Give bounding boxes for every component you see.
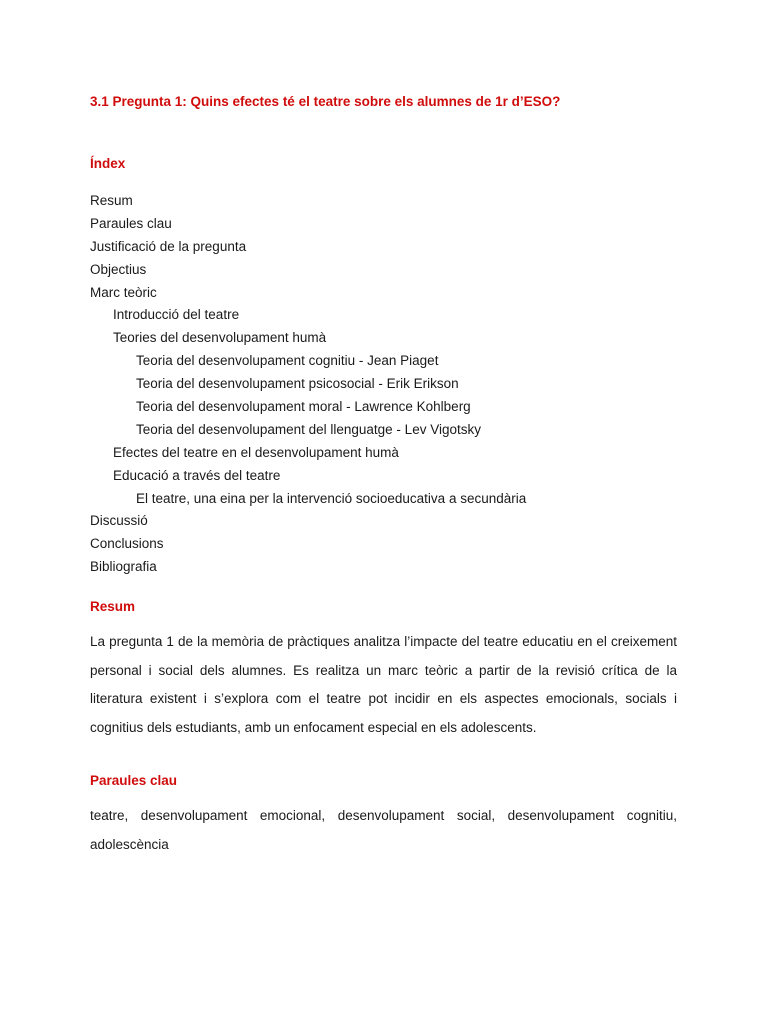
index-heading: Índex <box>90 156 126 171</box>
toc-item-justificacio[interactable]: Justificació de la pregunta <box>90 238 247 254</box>
table-of-contents <box>90 190 526 579</box>
toc-item-discussio[interactable]: Discussió <box>90 513 148 529</box>
toc-item-educacio-teatre[interactable]: Educació a través del teatre <box>113 467 281 483</box>
toc-item-marc-teoric[interactable]: Marc teòric <box>90 284 157 300</box>
toc-item-bibliografia[interactable]: Bibliografia <box>90 559 157 575</box>
toc-item-teoria-piaget[interactable]: Teoria del desenvolupament cognitiu - Jean Piaget <box>136 353 439 369</box>
toc-item-teoria-erikson[interactable]: Teoria del desenvolupament psicosocial - Erik Erikson <box>136 376 459 392</box>
toc-item-conclusions[interactable]: Conclusions <box>90 536 164 552</box>
toc-item-paraules-clau[interactable]: Paraules clau <box>90 215 172 231</box>
resum-heading: Resum <box>90 599 136 614</box>
keywords-heading: Paraules clau <box>90 773 178 788</box>
toc-item-teoria-vigotsky[interactable]: Teoria del desenvolupament del llenguatge - Lev Vigotsky <box>136 421 481 437</box>
toc-item-teoria-kohlberg[interactable]: Teoria del desenvolupament moral - Lawrence Kohlberg <box>136 399 471 415</box>
toc-item-eina-intervencio[interactable]: El teatre, una eina per la intervenció socioeducativa a secundària <box>136 490 527 506</box>
toc-item-objectius[interactable]: Objectius <box>90 261 147 277</box>
section-title: 3.1 Pregunta 1: Quins efectes té el teatre sobre els alumnes de 1r d’ESO? <box>90 94 561 109</box>
toc-item-introduccio-teatre[interactable]: Introducció del teatre <box>113 307 240 323</box>
toc-item-efectes-teatre[interactable]: Efectes del teatre en el desenvolupament humà <box>113 444 399 460</box>
toc-item-resum[interactable]: Resum <box>90 193 133 208</box>
toc-item-teories-desenvolupament[interactable]: Teories del desenvolupament humà <box>113 330 327 346</box>
keywords-paragraph: teatre, desenvolupament emocional, desenvolupament social, desenvolupament cognitiu, adolescència <box>90 808 677 852</box>
resum-paragraph: La pregunta 1 de la memòria de pràctiques analitza l’impacte del teatre educatiu en el creixement personal i social dels alumnes. Es realitza un marc teòric a partir de la revisió crítica de la literatura existent i s’explora com el teatre pot incidir en els aspectes emocionals, socials i cognitius dels estudiants, amb un enfocament especial en els adolescents. <box>90 634 677 735</box>
